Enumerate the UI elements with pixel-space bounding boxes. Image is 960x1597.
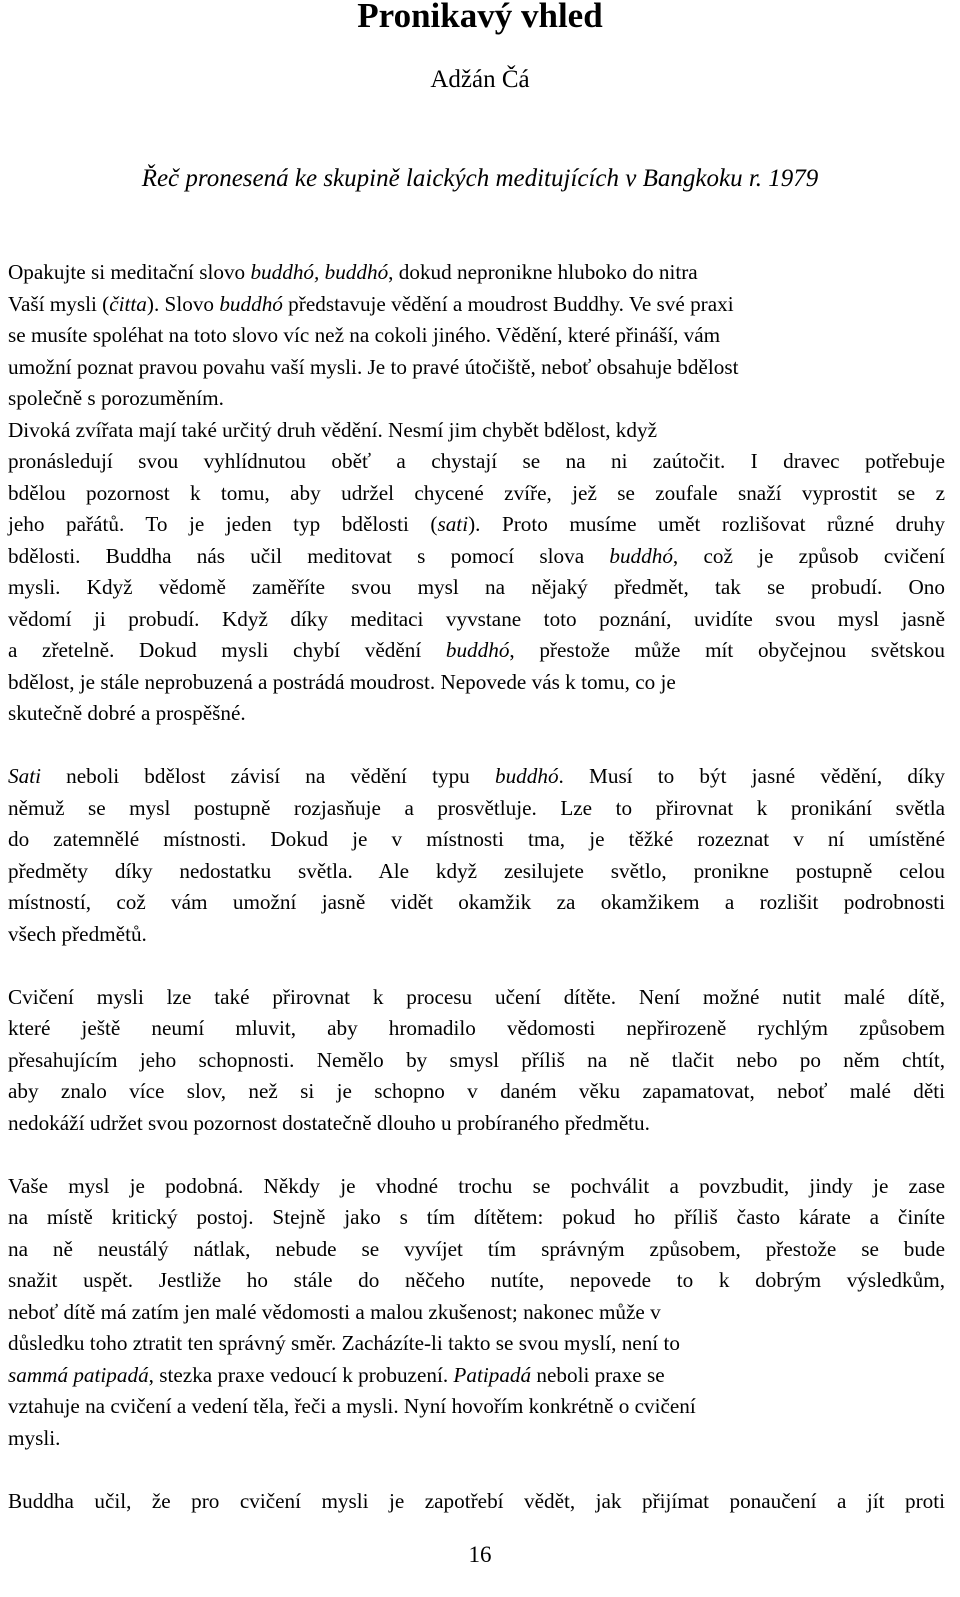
text-run: , dokud nepronikne hluboko do nitra xyxy=(388,260,698,284)
text-line xyxy=(8,478,945,510)
text-run: na místě kritický postoj. Stejně jako s tím dítětem: pokud ho příliš často kárate a činíte xyxy=(8,1205,945,1229)
text-run: snažit uspět. Jestliže ho stále do něčeho nutíte, nepovede to k dobrým výsledkům, xyxy=(8,1268,945,1292)
text-run: bdělou pozornost k tomu, aby udržel chycené zvíře, jež se zoufale snaží vyprostit se z xyxy=(8,480,945,505)
text-run: vztahuje na cvičení a vedení těla, řeči a mysli. Nyní hovořím konkrétně o cvičení xyxy=(8,1394,696,1418)
text-run: aby znalo více slov, než si je schopno v daném věku zapamatovat, neboť malé děti xyxy=(8,1079,945,1103)
italic-term: čitta xyxy=(109,291,147,316)
text-line xyxy=(8,1423,945,1455)
text-line xyxy=(8,446,945,478)
italic-term: buddhó xyxy=(445,638,510,662)
text-run: neboť dítě má zatím jen malé vědomosti a malou zkušenost; nakonec může v xyxy=(8,1299,661,1324)
text-run: , což je způsob cvičení xyxy=(672,543,946,568)
text-run: mysli. Když vědomě zaměříte svou mysl na nějaký předmět, tak se probudí. Ono xyxy=(8,575,945,599)
text-run: Vaše mysl je podobná. Někdy je vhodné trochu se pochválit a povzbudit, jindy je zase xyxy=(8,1173,945,1198)
italic-term: buddhó, buddhó xyxy=(250,260,389,284)
text-run: jeho pařátů. To je jeden typ bdělosti ( xyxy=(8,512,438,536)
text-line xyxy=(8,1360,945,1392)
paragraph xyxy=(8,257,945,730)
text-run: ). Proto musíme umět rozlišovat různé druhy xyxy=(468,512,945,536)
text-run: pronásledují svou vyhlídnutou oběť a chystají se na ni zaútočit. I dravec potřebuje xyxy=(8,449,945,473)
text-run: neboli praxe se xyxy=(531,1362,665,1387)
text-line xyxy=(8,1013,945,1045)
text-line xyxy=(8,698,945,730)
text-run: Vaší mysli ( xyxy=(8,291,110,316)
text-run: které ještě neumí mluvit, aby hromadilo vědomosti nepřirozeně rychlým způsobem xyxy=(8,1016,945,1040)
text-line xyxy=(8,352,945,384)
text-line xyxy=(8,1234,945,1266)
text-run: se musíte spoléhat na toto slovo víc než na cokoli jiného. Vědění, které přináší, vám xyxy=(8,323,721,347)
paragraph xyxy=(8,982,945,1140)
text-line xyxy=(8,1108,945,1140)
text-run: důsledku toho ztratit ten správný směr. Zacházíte-li takto se svou myslí, není to xyxy=(8,1331,680,1355)
italic-term: sammá patipadá xyxy=(8,1362,149,1387)
text-run: skutečně dobré a prospěšné. xyxy=(8,701,246,725)
text-run: do zatemnělé místnosti. Dokud je v místnosti tma, je těžké rozeznat v ní umístěné xyxy=(8,827,945,851)
text-run: společně s porozuměním. xyxy=(8,386,224,410)
text-line xyxy=(8,1297,945,1329)
italic-term: Patipadá xyxy=(453,1362,532,1387)
italic-term: buddhó xyxy=(609,543,673,568)
text-run: předměty díky nedostatku světla. Ale když zesilujete světlo, pronikne postupně celou xyxy=(8,858,945,883)
author-name: Adžán Čá xyxy=(430,66,530,93)
text-run: přesahujícím jeho schopnosti. Nemělo by smysl příliš na ně tlačit nebo po něm chtít, xyxy=(8,1047,945,1072)
italic-term: buddhó xyxy=(219,291,283,316)
text-line xyxy=(8,793,945,825)
paragraph xyxy=(8,1486,945,1518)
text-line xyxy=(8,541,945,573)
text-run: vědomí ji probudí. Když díky meditaci vyvstane toto poznání, uvidíte svou mysl jasně xyxy=(8,606,945,631)
text-run: Opakujte si meditační slovo xyxy=(8,260,251,284)
text-line xyxy=(8,1391,945,1423)
text-line xyxy=(8,509,945,541)
text-line xyxy=(8,572,945,604)
text-run: na ně neustálý nátlak, nebude se vyvíjet tím správným způsobem, přestože se bude xyxy=(8,1236,945,1261)
text-run: němuž se mysl postupně rozjasňuje a prosvětluje. Lze to přirovnat k pronikání světla xyxy=(8,795,945,820)
text-line xyxy=(8,1045,945,1077)
text-run: všech předmětů. xyxy=(8,921,147,946)
text-line xyxy=(8,887,945,919)
text-line xyxy=(8,257,945,289)
text-line xyxy=(8,667,945,699)
text-run: ). Slovo xyxy=(146,291,220,316)
text-line xyxy=(8,320,945,352)
text-run: Buddha učil, že pro cvičení mysli je zapotřebí vědět, jak přijímat ponaučení a jít proti xyxy=(8,1488,945,1513)
text-run: místností, což vám umožní jasně vidět okamžik za okamžikem a rozlišit podrobnosti xyxy=(8,890,945,914)
text-line xyxy=(8,1265,945,1297)
page-number: 16 xyxy=(468,1542,492,1567)
text-line xyxy=(8,1076,945,1108)
text-line xyxy=(8,289,945,321)
text-line xyxy=(8,1328,945,1360)
text-run: mysli. xyxy=(8,1425,61,1450)
italic-term: Sati xyxy=(8,764,41,788)
text-line xyxy=(8,604,945,636)
body-text xyxy=(8,257,945,1549)
paragraph xyxy=(8,761,945,950)
text-line xyxy=(8,824,945,856)
speech-subtitle: Řeč pronesená ke skupině laických meditujících v Bangkoku r. 1979 xyxy=(141,165,819,192)
text-line xyxy=(8,1171,945,1203)
italic-term: sati xyxy=(437,512,469,536)
text-run: představuje vědění a moudrost Buddhy. Ve své praxi xyxy=(282,291,734,316)
text-run: . Musí to být jasné vědění, díky xyxy=(558,764,946,788)
text-run: bdělosti. Buddha nás učil meditovat s pomocí slova xyxy=(8,543,610,568)
italic-term: buddhó xyxy=(494,764,559,788)
text-run: , stezka praxe vedoucí k probuzení. xyxy=(148,1362,454,1387)
paragraph xyxy=(8,1171,945,1455)
text-run: neboli bdělost závisí na vědění typu xyxy=(40,764,495,788)
text-line xyxy=(8,383,945,415)
text-line xyxy=(8,635,945,667)
text-run: umožní poznat pravou povahu vaší mysli. Je to pravé útočiště, neboť obsahuje bdělost xyxy=(8,354,739,379)
text-run: bdělost, je stále neprobuzená a postrádá moudrost. Nepovede vás k tomu, co je xyxy=(8,669,676,694)
text-line xyxy=(8,919,945,951)
text-run: a zřetelně. Dokud mysli chybí vědění xyxy=(8,638,446,662)
text-line xyxy=(8,415,945,447)
text-line xyxy=(8,1486,945,1518)
text-run: Cvičení mysli lze také přirovnat k procesu učení dítěte. Není možné nutit malé dítě, xyxy=(8,984,945,1009)
text-line xyxy=(8,761,945,793)
text-run: nedokáží udržet svou pozornost dostatečně dlouho u probíraného předmětu. xyxy=(8,1110,650,1135)
text-line xyxy=(8,1202,945,1234)
text-run: , přestože může mít obyčejnou světskou xyxy=(509,638,945,662)
document-title: Pronikavý vhled xyxy=(357,0,603,35)
text-line xyxy=(8,982,945,1014)
text-line xyxy=(8,856,945,888)
text-run: Divoká zvířata mají také určitý druh vědění. Nesmí jim chybět bdělost, když xyxy=(8,417,657,442)
